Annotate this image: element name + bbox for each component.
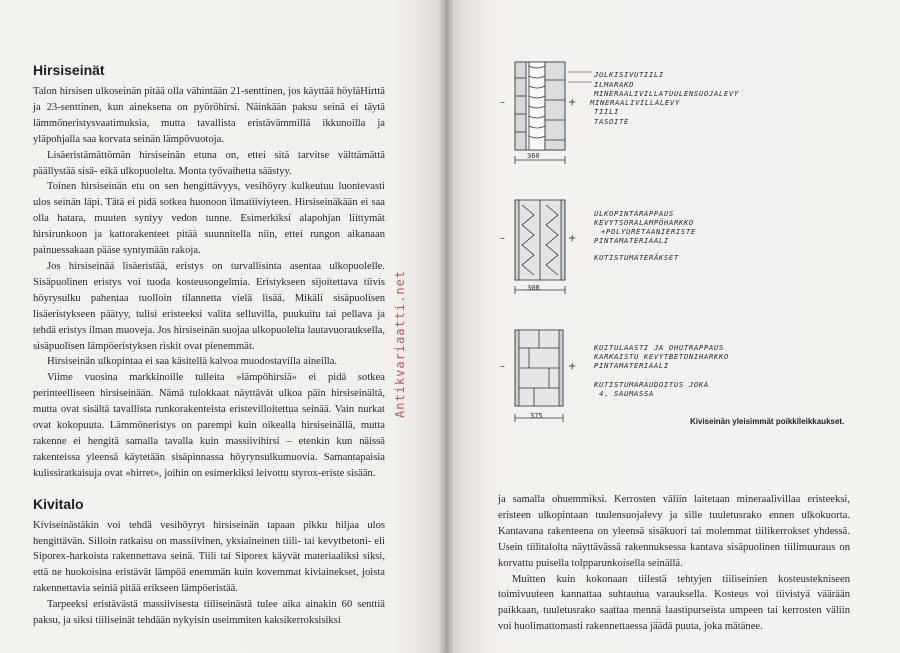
paragraph: Toinen hirsiseinän etu on sen hengittävyys, vesihöyry kulkeutuu luontevasti ulos seinän läpi. Tätä ei pidä sotkea huonoon ilmatiiviyteen. Hirsiseinäkään ei saa olla hatara, muuten syntyy vedon tunne. Esimerkiksi alapohjan liittymät hirsirunkoon ja kattorakenteet pitää suunnitella niin, ettei rungon aikanaan painuessakaan pääse syntymään rakoja. (33, 181, 385, 257)
diagram-label: KARKAISTU KEVYTBETONIHARKKO (594, 352, 729, 361)
paragraph: Hirsiseinän ulkopintaa ei saa käsitellä kalvoa muodostavilla aineilla. (47, 356, 338, 368)
minus-sign: – (500, 233, 505, 244)
diagram-label: PINTAMATERIAALI (594, 361, 669, 370)
diagram-label: +POLYURETAANIERISTE (601, 227, 696, 236)
diagram-label: ULKOPINTARAPPAUS (594, 209, 674, 218)
diagram-label: JULKISIVUTIILI (594, 70, 664, 79)
diagram-label: TASOITE (594, 117, 629, 126)
diagram-brick-wall (515, 62, 592, 164)
paragraph: Muitten kuin kokonaan tiilestä tehtyjen tiiliseinien kosteustekniseen toimivuuteen kannattaa suhtautua varauksella. Kosteus voi tiivistyä väärään paikkaan, tuuletusrako saattaa mennä laastipurseista umpeen tai kerrosten väliin voi huolimattomasti rakennettaessa jäädä puuta, joka mätänee. (498, 573, 850, 633)
paragraph: Tarpeeksi eristävästä massiivisesta tiiliseinästä tulee aika ainakin 60 senttiä paksu, ja siksi tiiliseinät tehdään nykyisin useimmiten kaksikerroksisiksi (33, 599, 385, 627)
dimension-label: 375 (530, 412, 543, 420)
paragraph: Lisäeristämättömän hirsiseinän etuna on, ettei sitä tarvitse välttämättä päällystää sisä- eikä ulkopuolelta. Monta työvaihetta säästyy. (33, 149, 385, 177)
minus-sign: – (500, 97, 505, 108)
diagram-label: KUTISTUMARAUDOITUS JOKA (594, 380, 709, 389)
diagram-block-wall (515, 200, 565, 294)
plus-sign: + (568, 97, 577, 108)
diagram-label: MINERAALIVILLATUULENSUOJALEVY (594, 89, 739, 98)
section-heading-kivitalo: Kivitalo (33, 495, 84, 512)
diagram-label: KEVYTSORALAMPÖHARKKO (594, 218, 694, 227)
paragraph: Kiviseinästäkin voi tehdä vesihöyryt hirsiseinän tapaan pikku hiljaa ulos hengittävän. Silloin ratkaisu on massiivinen, yksiaineinen tiili- tai kevytbetoni- eli Siporex-harkoista rakennettava seinä. Tiili tai Siporex käyvät materiaaliksi siksi, että ne huokoisina eristävät lämpöä enemmän kuin kovemmat kiviainekset, joista rakennettavia seiniä pitää erikseen lämpöeristää. (33, 519, 385, 595)
plus-sign: + (568, 233, 577, 244)
plus-sign: + (568, 361, 577, 372)
right-column (498, 492, 850, 635)
paragraph: Talon hirsisen ulkoseinän pitää olla vähintään 21-senttinen, jos käyttää höyläHirttä ja 23-senttinen, kun aineksena on pyöröhirsi. Näinkään paksu seinä ei täytä lämmöneristysvaatimuksia, mutta tavallista eristävämmillä ikkunoilla ja yläpohjalla saa korvata seinän lämpövuotoja. (33, 86, 385, 145)
minus-sign: – (500, 361, 505, 372)
diagram-label: PINTAMATERIAALI (594, 236, 669, 245)
diagram-label: TIILI (594, 107, 619, 116)
dimension-label: 360 (527, 152, 540, 160)
diagram-label: 4. SAUMASSA (599, 389, 654, 398)
figure-caption: Kiviseinän yleisimmät poikkileikkaukset. (690, 417, 845, 426)
diagram-label: KUITULAASTI JA OHUTRAPPAUS (594, 343, 724, 352)
watermark-text: Antikvariaatti.net (393, 269, 407, 418)
diagram-label: MINERAALIVILLALEVY (590, 98, 680, 107)
dimension-label: 300 (527, 284, 540, 292)
paragraph: ja samalla ohuemmiksi. Kerrosten väliin laitetaan mineraalivillaa eristeeksi, eristeen ulkopintaan tuulensuojalevy ja sille tuuletusrako ennen ulkokuorta. Kantavana rakenteena on yleensä sisäkuori tai molemmat tiilikerrokset yhdessä. Usein tiilitalolta näyttävässä rakennuksessa kantava sisäpuolinen tiilimuuraus on korvattu puisella tolpparunkoisella seinällä. (498, 494, 850, 569)
diagram-label: KUTISTUMATERÄKSET (594, 253, 679, 262)
section-heading-hirsiseinat: Hirsiseinät (33, 62, 105, 78)
paragraph: Viime vuosina markkinoille tulleita »lämpöhirsiä» ei pidä sotkea perinteelliseen hirsiseinään. Nämä tulokkaat näyttävät ulkoa päin hirsiseinältä, mutta ovat sisältä tavallista runkorakenteista eristevilloitettua seinää. Vain nurkat ovat kokopuuta. Lämmöneristys on parempi kuin oikealla hirsiseinällä, mutta rakenne ei hengitä samalla tavalla kuin massiivihirsi – etenkin kun näissä rakenteissa yleensä käytetään sisäpinnassa höyrynsulkumuovia. Samantapaisia kulissiratkaisuja ovat »hirret», joihin on esimerkiksi leivottu styrox-eriste sisään. (33, 372, 385, 479)
paragraph: Jos hirsiseinää lisäeristää, eristys on turvallisinta asentaa ulkopuolelle. Sisäpuolinen eristys voi tuoda kosteusongelmia. Eristykseen sijoitettava tiivis höyrysulku pahentaa tuolloin tilannetta vielä lisää. Mikäli sisäpuolisen lisäeristykseen päätyy, tulisi eristeeksi valita selluvilla, puukuitu tai pellava ja tehdä eristys ilman muoveja. Jos hirsiseinän suojaa ulkopuolelta lautavuorauksella, sisäpuolisen lämpöeristyksen riskit ovat pienemmät. (33, 260, 385, 352)
diagram-concrete-block-wall (515, 330, 563, 422)
diagram-label: ILMARAKO (594, 80, 634, 89)
